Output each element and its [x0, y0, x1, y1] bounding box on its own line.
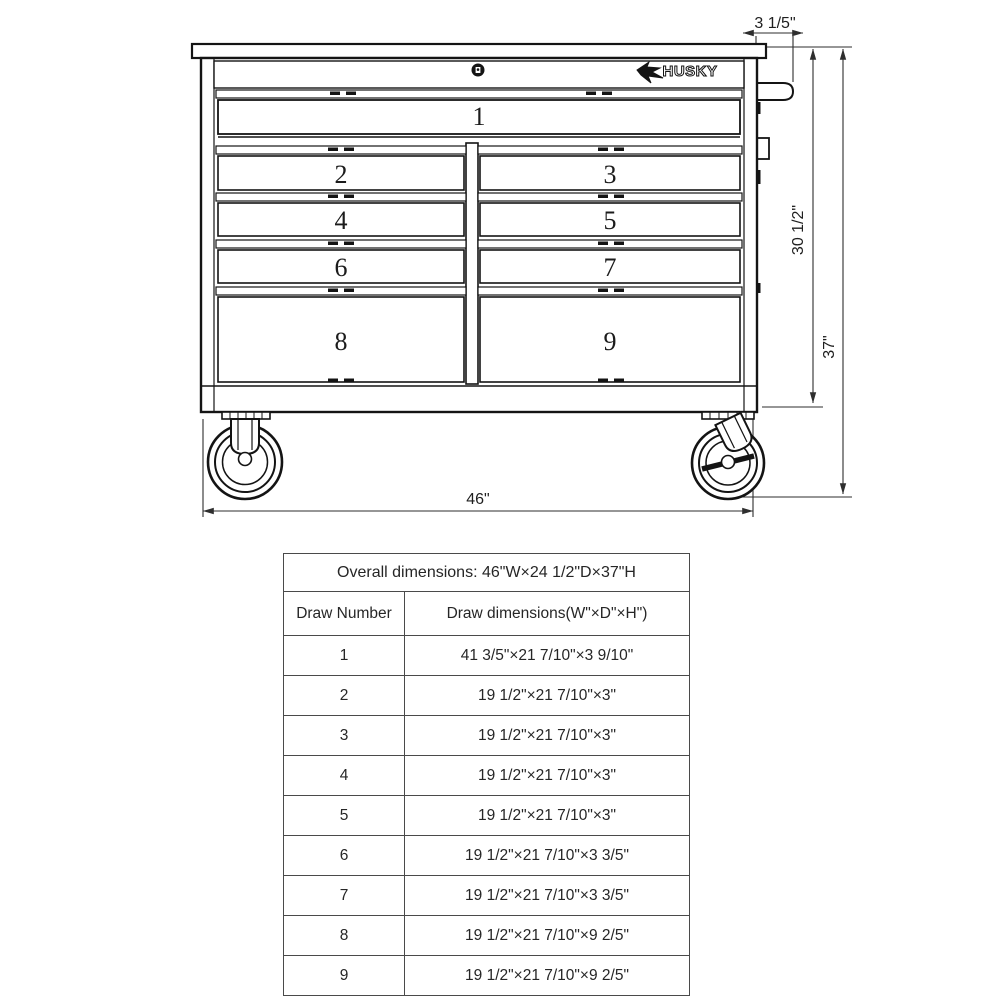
draw-dimensions: 19 1/2"×21 7/10"×3" [405, 676, 690, 716]
table-row [284, 916, 690, 956]
draw-dimensions: 19 1/2"×21 7/10"×3" [405, 756, 690, 796]
draw-number: 5 [284, 796, 405, 836]
draw-number: 3 [284, 716, 405, 756]
drawer-7-label: 7 [603, 253, 617, 282]
side-handle [757, 83, 793, 100]
table-row [284, 796, 690, 836]
husky-logo-text: HUSKY [662, 63, 718, 80]
drawer-5-label: 5 [603, 206, 617, 235]
overall-width-label: 46" [466, 491, 490, 508]
col-header-draw-number: Draw Number [284, 592, 405, 636]
table-row [284, 956, 690, 996]
lock-icon [472, 64, 485, 77]
draw-dimensions: 19 1/2"×21 7/10"×3 3/5" [405, 876, 690, 916]
drawer-3-label: 3 [603, 160, 617, 189]
draw-number: 6 [284, 836, 405, 876]
handle-depth-label: 3 1/5" [754, 15, 796, 32]
draw-dimensions: 19 1/2"×21 7/10"×9 2/5" [405, 956, 690, 996]
spec-table [283, 553, 690, 996]
draw-dimensions: 19 1/2"×21 7/10"×3" [405, 796, 690, 836]
table-row [284, 716, 690, 756]
cabinet-height-label: 30 1/2" [790, 204, 807, 256]
drawer-6-label: 6 [334, 253, 348, 282]
drawer-8-label: 8 [334, 327, 348, 356]
draw-number: 1 [284, 636, 405, 676]
left-caster [208, 412, 282, 499]
draw-dimensions: 19 1/2"×21 7/10"×9 2/5" [405, 916, 690, 956]
cabinet-top [192, 44, 766, 58]
col-header-draw-dimensions: Draw dimensions(W"×D"×H") [405, 592, 690, 636]
draw-number: 4 [284, 756, 405, 796]
draw-number: 2 [284, 676, 405, 716]
table-row [284, 836, 690, 876]
cabinet [192, 44, 793, 412]
drawer-1-label: 1 [472, 102, 486, 131]
overall-dimensions-title: Overall dimensions: 46"W×24 1/2"D×37"H [284, 554, 690, 592]
draw-dimensions: 41 3/5"×21 7/10"×3 9/10" [405, 636, 690, 676]
overall-height-label: 37" [821, 335, 838, 359]
draw-dimensions: 19 1/2"×21 7/10"×3 3/5" [405, 836, 690, 876]
center-divider [466, 143, 478, 384]
table-row [284, 876, 690, 916]
drawer-4-label: 4 [334, 206, 348, 235]
drawer-2-label: 2 [334, 160, 348, 189]
table-row [284, 756, 690, 796]
draw-number: 9 [284, 956, 405, 996]
drawer-9-label: 9 [603, 327, 617, 356]
draw-dimensions: 19 1/2"×21 7/10"×3" [405, 716, 690, 756]
draw-number: 8 [284, 916, 405, 956]
table-row [284, 636, 690, 676]
table-row [284, 676, 690, 716]
draw-number: 7 [284, 876, 405, 916]
